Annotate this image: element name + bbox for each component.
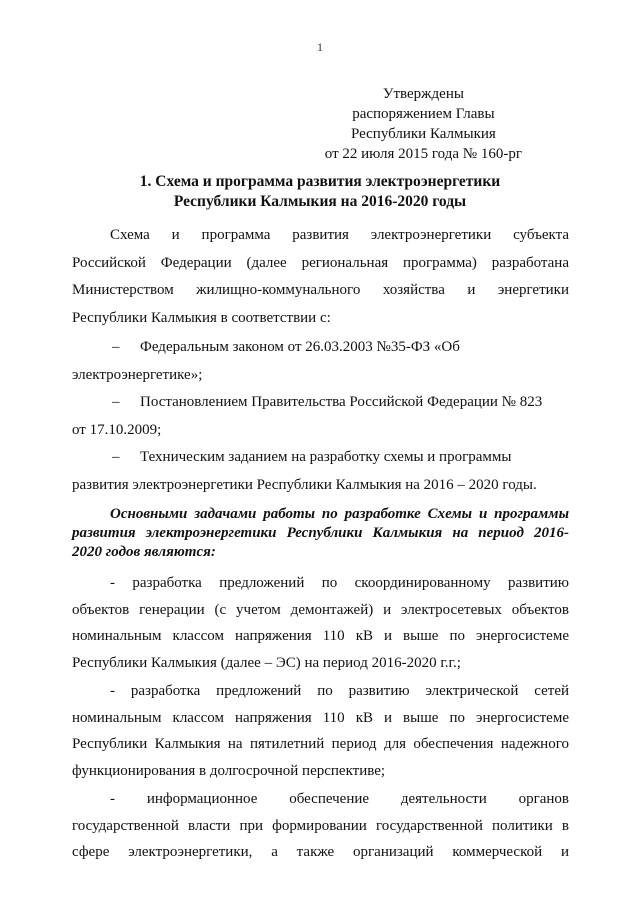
tasks-heading-line: развития электроэнергетики Республики Калмыкия на период 2016- <box>72 525 569 541</box>
approval-line: Утверждены <box>382 86 464 102</box>
task-line: сфере электроэнергетики, а также организаций коммерческой и <box>72 844 569 860</box>
title-line: 1. Схема и программа развития электроэнергетики <box>139 173 501 190</box>
task-item <box>72 786 569 866</box>
intro-line: Российской Федерации (далее региональная программа) разработана <box>72 254 569 271</box>
task-line: Республики Калмыкия (далее – ЭС) на период 2016-2020 г.г.; <box>72 654 461 671</box>
intro-line: Схема и программа развития электроэнергетики субъекта <box>110 227 569 243</box>
task-line: государственной власти при формировании государственной политики в <box>72 817 569 834</box>
tasks-heading-line: 2020 годов являются: <box>72 544 216 560</box>
document-title <box>0 172 640 212</box>
approval-line: распоряжением Главы <box>352 106 495 122</box>
tasks-heading <box>72 505 569 562</box>
task-line: номинальным классом напряжения 110 кВ и выше по энергосистеме <box>72 628 569 644</box>
approval-stamp <box>325 84 522 164</box>
basis-list <box>72 334 569 499</box>
list-item <box>72 444 569 499</box>
list-dash: – <box>112 449 120 465</box>
title-line: Республики Калмыкия на 2016-2020 годы <box>173 193 467 210</box>
task-line: - разработка предложений по развитию электрической сетей <box>110 683 569 699</box>
tasks-heading-line: Основными задачами работы по разработке Схемы и программы <box>110 506 569 522</box>
task-line: номинальным классом напряжения 110 кВ и выше по энергосистеме <box>72 709 569 726</box>
task-line: - разработка предложений по скоординированному развитию <box>110 575 569 591</box>
task-item <box>72 570 569 676</box>
list-dash: – <box>112 339 120 355</box>
list-dash: – <box>112 394 120 410</box>
intro-paragraph <box>72 222 569 332</box>
list-item-text: развития электроэнергетики Республики Калмыкия на 2016 – 2020 годы. <box>72 476 537 493</box>
list-item <box>72 389 569 444</box>
list-item-text: Техническим заданием на разработку схемы и программы <box>140 449 512 465</box>
task-line: объектов генерации (с учетом демонтажей) и электросетевых объектов <box>72 601 569 618</box>
page-number: 1 <box>317 40 323 54</box>
task-line: - информационное обеспечение деятельности органов <box>110 791 569 807</box>
list-item-text: Федеральным законом от 26.03.2003 №35-ФЗ «Об <box>140 339 460 355</box>
list-item-text: Постановлением Правительства Российской Федерации № 823 <box>140 394 543 410</box>
intro-line: Министерством жилищно-коммунального хозяйства и энергетики <box>72 282 569 298</box>
task-line: функционирования в долгосрочной перспективе; <box>72 762 386 779</box>
task-line: Республики Калмыкия на пятилетний период для обеспечения надежного <box>72 736 569 752</box>
approval-line: Республики Калмыкия <box>350 126 496 142</box>
list-item-text: от 17.10.2009; <box>72 421 162 438</box>
approval-line: от 22 июля 2015 года № 160-рг <box>324 146 522 162</box>
list-item-text: электроэнергетике»; <box>72 366 203 383</box>
intro-line: Республики Калмыкия в соответствии с: <box>72 309 331 326</box>
list-item <box>72 334 569 389</box>
task-item <box>72 678 569 784</box>
